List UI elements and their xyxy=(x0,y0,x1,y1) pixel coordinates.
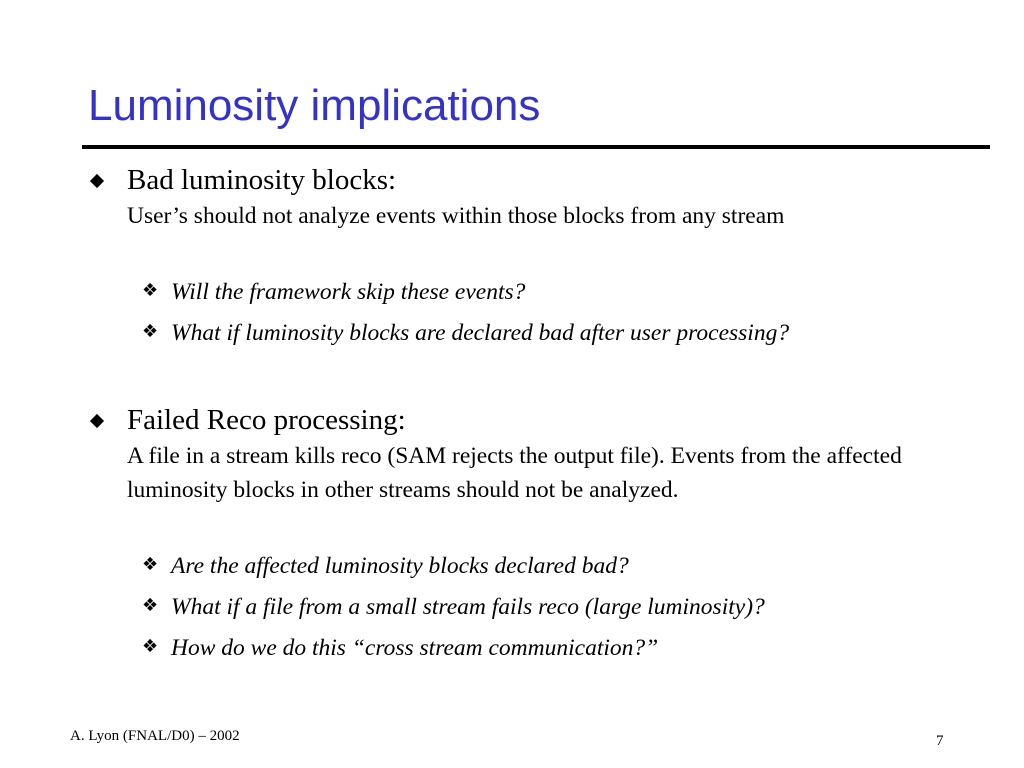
bullet-heading: Bad luminosity blocks: xyxy=(127,164,397,196)
bullet-item-failed-reco-processing xyxy=(90,403,970,543)
four-diamond-bullet-icon: ❖ xyxy=(142,595,159,616)
four-diamond-bullet-icon: ❖ xyxy=(142,636,159,657)
sub-item-text: What if luminosity blocks are declared bad after user processing? xyxy=(171,320,790,346)
footer-author: A. Lyon (FNAL/D0) – 2002 xyxy=(70,728,240,744)
four-diamond-bullet-icon: ❖ xyxy=(142,321,159,342)
sub-item-text: What if a file from a small stream fails reco (large luminosity)? xyxy=(171,594,765,620)
bullet-description: A file in a stream kills reco (SAM rejects the output file). Events from the affected luminosity blocks in other streams should not be analyzed. xyxy=(127,443,902,503)
sub-item-text: Are the affected luminosity blocks declared bad? xyxy=(171,553,629,579)
sub-item-text: Will the framework skip these events? xyxy=(171,279,526,305)
diamond-bullet-icon xyxy=(90,174,104,188)
four-diamond-bullet-icon: ❖ xyxy=(142,554,159,575)
slide-title: Luminosity implications xyxy=(88,81,541,130)
four-diamond-bullet-icon: ❖ xyxy=(142,280,159,301)
page-number: 7 xyxy=(936,733,944,749)
title-divider xyxy=(82,145,990,149)
bullet-heading: Failed Reco processing: xyxy=(127,404,406,436)
diamond-bullet-icon xyxy=(90,414,104,428)
bullet-description: User’s should not analyze events within those blocks from any stream xyxy=(127,203,785,229)
sub-item-text: How do we do this “cross stream communication?” xyxy=(171,635,659,661)
